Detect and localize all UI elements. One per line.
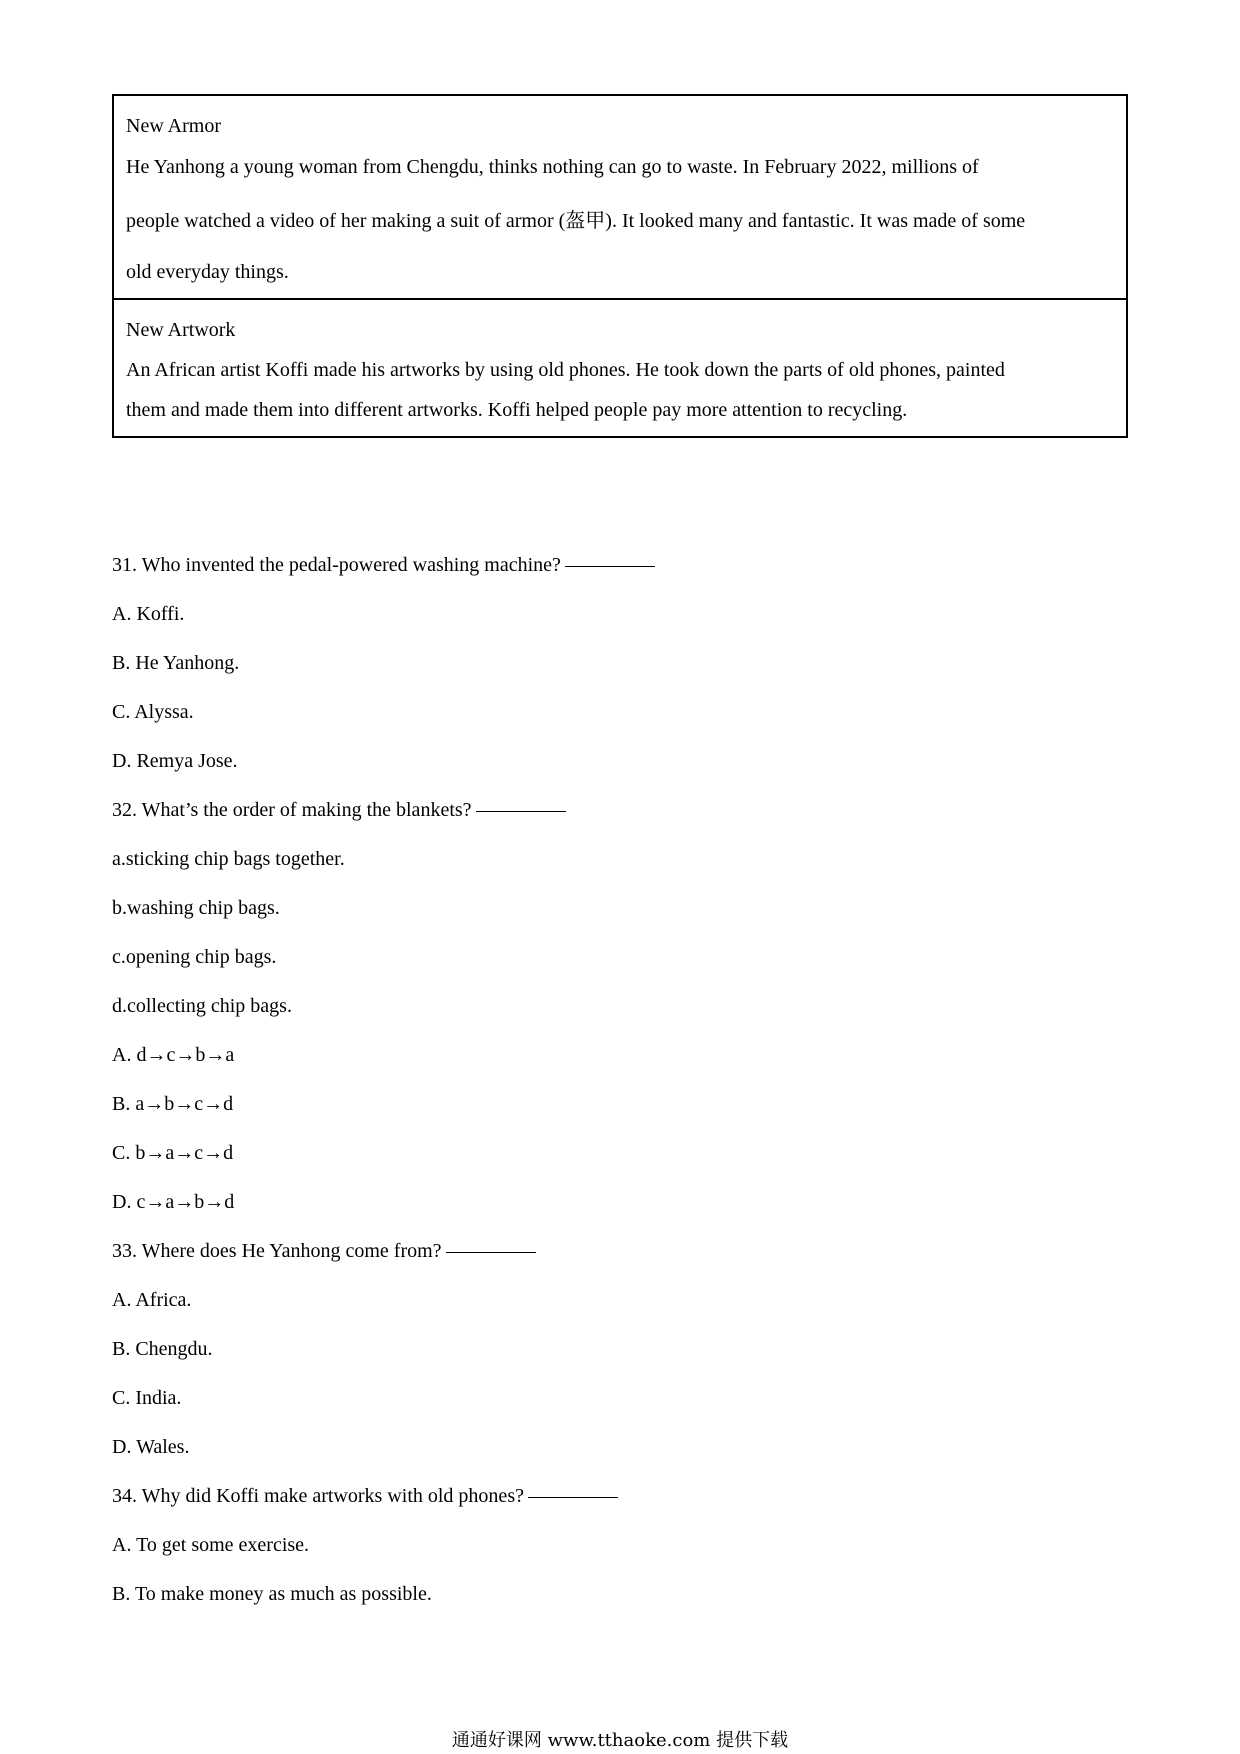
option: C. Alyssa.	[112, 701, 194, 723]
page-footer: 通通好课网 www.tthaoke.com 提供下载	[451, 1730, 789, 1751]
answer-blank	[476, 811, 566, 812]
sequence-item: b.washing chip bags.	[112, 897, 280, 919]
option: C. India.	[112, 1387, 182, 1409]
question-33-stem	[112, 1227, 1128, 1276]
question-32-stem	[112, 786, 1128, 835]
passage-title: New Artwork	[126, 319, 236, 341]
question-stem-text: 33. Where does He Yanhong come from?	[112, 1240, 442, 1262]
sequence-item: d.collecting chip bags.	[112, 995, 292, 1017]
option: A. Africa.	[112, 1289, 192, 1311]
passage-title: New Armor	[126, 115, 221, 137]
answer-blank	[528, 1497, 618, 1498]
option: D. Remya Jose.	[112, 750, 238, 772]
question-34-stem	[112, 1472, 1128, 1521]
option: A. d→c→b→a	[112, 1044, 235, 1066]
option: C. b→a→c→d	[112, 1142, 234, 1164]
passage-new-armor	[114, 96, 1126, 298]
option: D. c→a→b→d	[112, 1191, 235, 1213]
passage-line: An African artist Koffi made his artworks by using old phones. He took down the parts of old phones, painted	[126, 359, 1005, 381]
answer-blank	[446, 1252, 536, 1253]
passage-line: He Yanhong a young woman from Chengdu, thinks nothing can go to waste. In February 2022, millions of	[126, 156, 979, 178]
question-31-stem	[112, 541, 1128, 590]
question-stem-text: 31. Who invented the pedal-powered washing machine?	[112, 554, 561, 576]
option: B. a→b→c→d	[112, 1093, 234, 1115]
passage-table	[112, 94, 1128, 438]
option: D. Wales.	[112, 1436, 190, 1458]
question-list	[112, 541, 1128, 1619]
question-stem-text: 32. What’s the order of making the blankets?	[112, 799, 472, 821]
option: B. To make money as much as possible.	[112, 1583, 432, 1605]
passage-new-artwork	[114, 298, 1126, 436]
passage-line: old everyday things.	[126, 261, 289, 283]
option: B. He Yanhong.	[112, 652, 240, 674]
option: B. Chengdu.	[112, 1338, 213, 1360]
answer-blank	[565, 566, 655, 567]
passage-line: them and made them into different artworks. Koffi helped people pay more attention to recycling.	[126, 399, 908, 421]
sequence-item: c.opening chip bags.	[112, 946, 277, 968]
option: A. To get some exercise.	[112, 1534, 310, 1556]
passage-line: people watched a video of her making a suit of armor (盔甲). It looked many and fantastic. It was made of some	[126, 210, 1026, 232]
question-stem-text: 34. Why did Koffi make artworks with old phones?	[112, 1485, 524, 1507]
sequence-item: a.sticking chip bags together.	[112, 848, 345, 870]
option: A. Koffi.	[112, 603, 185, 625]
